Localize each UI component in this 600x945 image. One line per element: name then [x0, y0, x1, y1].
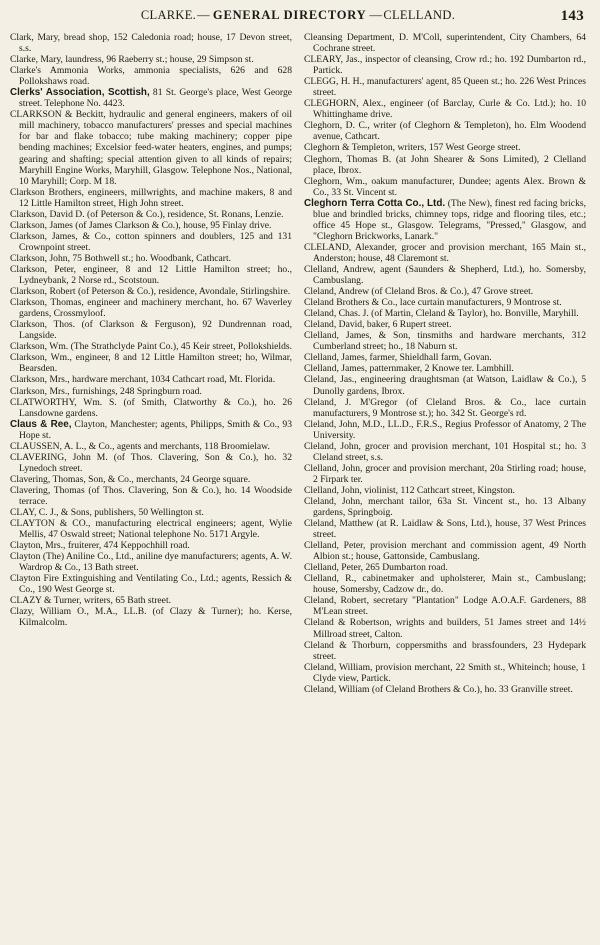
- page-number: 143: [560, 8, 584, 24]
- entry-text: CLAY, C. J., & Sons, publishers, 50 Wellington st.: [10, 507, 204, 519]
- entry-text: (The New), finest red facing bricks, blue and brindled bricks, chimney tops, ridge and flooring tiles, etc.; office 45 Hope st., Glasgow. Telegrams, "Pressed," Glasgow, and "Cleghorn Brickworks, Lanark.": [313, 197, 586, 242]
- header-rule-left: —: [197, 8, 210, 22]
- directory-entry: [10, 220, 292, 231]
- entry-text: Clelland, John, grocer and provision merchant, 20a Stirling road; house, 2 Firpark ter.: [304, 462, 586, 485]
- directory-entry: [10, 286, 292, 297]
- entry-text: Cleghorn, Thomas B. (at John Shearer & Sons Limited), 2 Clelland place, Ibrox.: [304, 153, 586, 176]
- directory-entry: [304, 540, 586, 562]
- directory-entry: [304, 330, 586, 352]
- directory-entry: [304, 363, 586, 374]
- entry-text: Clelland, James, & Son, tinsmiths and hardware merchants, 312 Cumberland street; ho., 18 Naburn st.: [304, 330, 586, 353]
- directory-entry: [304, 397, 586, 419]
- entry-text: CLELAND, Alexander, grocer and provision merchant, 165 Main st., Anderston; house, 48 Claremont st.: [304, 241, 586, 264]
- directory-entry: [10, 253, 292, 264]
- entry-text: Cleghorn, D. C., writer (of Cleghorn & Templeton), ho. Elm Woodend avenue, Cathcart.: [304, 120, 586, 143]
- entry-text: CLARKSON & Beckitt, hydraulic and general engineers, makers of oil mill machinery, tobacco manufacturers' presses and special machines for bar and flake tobacco; tube making machinery; copper pipe bending machines; Excelsior feed-water heaters, engines, and pumps; gearing and shafting; special attention given to all kinds of repairs; Maryhill Engine Works, Maryhill, Glasgow. Telephone Nos., National, 10 Maryhill; Corp. M 18.: [10, 109, 292, 187]
- entry-text: Clarkson, David D. (of Peterson & Co.), residence, St. Ronans, Lenzie.: [10, 208, 284, 220]
- entry-text: Cleland Brothers & Co., lace curtain manufacturers, 9 Montrose st.: [304, 297, 562, 309]
- directory-entry: [304, 518, 586, 540]
- entry-text: Clavering, Thomas, Son, & Co., merchants, 24 George square.: [10, 473, 251, 485]
- directory-entry: [10, 209, 292, 220]
- directory-entry: [10, 386, 292, 397]
- directory-entry: [10, 87, 292, 109]
- directory-entry: [10, 65, 292, 87]
- entry-text: Cleland, Chas. J. (of Martin, Cleland & Taylor), ho. Bonville, Maryhill.: [304, 308, 579, 320]
- entry-text: Cleland, Jas., engineering draughtsman (at Watson, Laidlaw & Co.), 5 Dunolly gardens, Ibrox.: [304, 374, 586, 397]
- directory-entry: [304, 242, 586, 264]
- directory-entry: [10, 54, 292, 65]
- directory-entry: [10, 573, 292, 595]
- entry-text: Clark, Mary, bread shop, 152 Caledonia road; house, 17 Devon street, s.s.: [10, 32, 292, 55]
- directory-entry: [10, 474, 292, 485]
- directory-entry: [10, 32, 292, 54]
- running-header: [10, 8, 586, 30]
- header-right: CLELLAND.: [383, 8, 456, 22]
- entry-name-bold: Clerks' Association, Scottish,: [10, 87, 150, 99]
- directory-entry: [304, 76, 586, 98]
- directory-entry: [10, 419, 292, 441]
- directory-entry: [304, 120, 586, 142]
- entry-text: Clarkson, Thos. (of Clarkson & Ferguson), 92 Dundrennan road, Langside.: [10, 319, 292, 342]
- entry-text: Cleland & Robertson, wrights and builders, 51 James street and 14½ Millroad street, Calton.: [304, 617, 586, 640]
- directory-entry: [10, 551, 292, 573]
- directory-entry: [304, 176, 586, 198]
- directory-entry: [304, 297, 586, 308]
- entry-text: Cleland, John, grocer and provision merchant, 101 Hospital st.; ho. 3 Cleland street, s.s.: [304, 440, 586, 463]
- entry-text: Clelland, James, farmer, Shieldhall farm, Govan.: [304, 352, 492, 364]
- directory-entry: [304, 98, 586, 120]
- directory-entry: [304, 374, 586, 396]
- entry-text: Clayton, Manchester; agents, Philipps, Smith & Co., 93 Hope st.: [19, 418, 292, 441]
- entry-text: Clarkson, Mrs., furnishings, 248 Springburn road.: [10, 385, 202, 397]
- directory-entry: [304, 640, 586, 662]
- entry-text: CLEARY, Jas., inspector of cleansing, Crow rd.; ho. 192 Dumbarton rd., Partick.: [304, 54, 586, 77]
- directory-entry: [10, 397, 292, 419]
- directory-entry: [10, 319, 292, 341]
- directory-entry: [304, 142, 586, 153]
- directory-entry: [10, 374, 292, 385]
- directory-entry: [304, 573, 586, 595]
- entry-text: Clarkson, Peter, engineer, 8 and 12 Little Hamilton street; ho., Lydneybank, 2 Norse rd., Scotstoun.: [10, 263, 292, 287]
- directory-entry: [10, 264, 292, 286]
- directory-entry: [10, 452, 292, 474]
- entry-text: Cleland, John, merchant tailor, 63a St. Vincent st., ho. 13 Albany gardens, Springboig.: [304, 495, 586, 519]
- entry-text: Cleghorn, Wm., oakum manufacturer, Dundee; agents Alex. Brown & Co., 33 St. Vincent st.: [304, 175, 586, 198]
- entry-text: Clarkson, Wm., engineer, 8 and 12 Little Hamilton street; ho, Wilmar, Bearsden.: [10, 352, 292, 375]
- entry-text: Cleland, David, baker, 6 Rupert street.: [304, 319, 452, 331]
- entry-text: Cleland, William, provision merchant, 22 Smith st., Whiteinch; house, 1 Clyde view, Partick.: [304, 661, 586, 684]
- entry-text: Clelland, Peter, 265 Dumbarton road.: [304, 562, 448, 574]
- directory-entry: [10, 341, 292, 352]
- entry-text: Clelland, John, violinist, 112 Cathcart street, Kingston.: [304, 484, 515, 496]
- directory-entry: [304, 441, 586, 463]
- entry-text: Clavering, Thomas (of Thos. Clavering, Son & Co.), ho. 14 Woodside terrace.: [10, 484, 292, 507]
- entry-text: Clarkson, Thomas, engineer and machinery merchant, ho. 67 Waverley gardens, Crossmyloof.: [10, 297, 292, 320]
- directory-entry: [304, 617, 586, 639]
- header-rule-right: —: [369, 8, 383, 22]
- entry-text: Cleland, Andrew (of Cleland Bros. & Co.), 47 Grove street.: [304, 286, 534, 298]
- directory-entry: [10, 109, 292, 186]
- directory-entry: [304, 308, 586, 319]
- left-column: [10, 32, 292, 695]
- columns: [10, 32, 586, 695]
- directory-entry: [304, 154, 586, 176]
- directory-entry: [304, 485, 586, 496]
- entry-text: CLAUSSEN, A. L., & Co., agents and merchants, 118 Broomielaw.: [10, 440, 270, 452]
- entry-text: Cleland, John, M.D., LL.D., F.R.S., Regius Professor of Anatomy, 2 The University.: [304, 418, 586, 441]
- entry-text: Cleghorn & Templeton, writers, 157 West George street.: [304, 142, 521, 154]
- entry-text: Cleland, Robert, secretary "Plantation" Lodge A.O.A.F. Gardeners, 88 M'Lean street.: [304, 595, 586, 618]
- entry-text: 81 St. George's place, West George street. Telephone No. 4423.: [19, 87, 292, 110]
- directory-entry: [304, 352, 586, 363]
- directory-entry: [10, 352, 292, 374]
- entry-text: Clarkson, Robert (of Peterson & Co.), residence, Avondale, Stirlingshire.: [10, 286, 291, 298]
- directory-entry: [10, 595, 292, 606]
- directory-entry: [304, 562, 586, 573]
- directory-entry: [304, 286, 586, 297]
- directory-entry: [304, 54, 586, 76]
- directory-entry: [10, 297, 292, 319]
- entry-text: CLAYTON & CO., manufacturing electrical engineers; agent, Wylie Mellis, 47 Oswald street; National telephone No. 5171 Argyle.: [10, 518, 292, 541]
- directory-entry: [10, 485, 292, 507]
- directory-entry: [304, 463, 586, 485]
- entry-text: CLAVERING, John M. (of Thos. Clavering, Son & Co.), ho. 32 Lynedoch street.: [10, 451, 292, 474]
- directory-entry: [304, 662, 586, 684]
- right-column: [304, 32, 586, 695]
- entry-text: Clarkson, James, & Co., cotton spinners and doublers, 125 and 131 Crownpoint street.: [10, 230, 292, 253]
- directory-entry: [10, 606, 292, 628]
- directory-entry: [10, 507, 292, 518]
- directory-entry: [10, 441, 292, 452]
- entry-text: Clarkson, Mrs., hardware merchant, 1034 Cathcart road, Mt. Florida.: [10, 374, 276, 386]
- header-title: GENERAL DIRECTORY: [212, 8, 367, 22]
- directory-entry: [304, 32, 586, 54]
- entry-text: Clelland, James, patternmaker, 2 Knowe ter. Lambhill.: [304, 363, 514, 375]
- entry-text: Cleansing Department, D. M'Coll, superintendent, City Chambers, 64 Cochrane street.: [304, 32, 586, 55]
- entry-text: Cleland & Thorburn, coppersmiths and brassfounders, 23 Hydepark street.: [304, 639, 586, 662]
- entry-text: Clelland, Peter, provision merchant and commission agent, 49 North Albion st.; house, Gattonside, Cambuslang.: [304, 540, 586, 563]
- entry-text: Clayton Fire Extinguishing and Ventilating Co., Ltd.; agents, Ressich & Co., 190 West George st.: [10, 573, 292, 596]
- entry-text: Clarkson Brothers, engineers, millwrights, and machine makers, 8 and 12 Little Hamilton street, High John street.: [10, 186, 292, 209]
- entry-text: Clayton, Mrs., fruiterer, 474 Keppochhill road.: [10, 540, 190, 552]
- directory-entry: [304, 264, 586, 286]
- directory-entry: [304, 198, 586, 242]
- entry-text: Clazy, William O., M.A., LL.B. (of Clazy & Turner); ho. Kerse, Kilmalcolm.: [10, 606, 292, 629]
- entry-text: CLATWORTHY, Wm. S. (of Smith, Clatworthy & Co.), ho. 26 Lansdowne gardens.: [10, 396, 292, 419]
- entry-text: Clarkson, James (of James Clarkson & Co.), house, 95 Finlay drive.: [10, 219, 272, 231]
- entry-text: Clarke, Mary, laundress, 96 Raeberry st.; house, 29 Simpson st.: [10, 54, 254, 66]
- entry-name-bold: Claus & Ree,: [10, 418, 72, 430]
- directory-entry: [10, 187, 292, 209]
- directory-entry: [304, 419, 586, 441]
- entry-text: Clelland, Andrew, agent (Saunders & Shepherd, Ltd.), ho. Somersby, Cambuslang.: [304, 263, 586, 287]
- entry-text: Clelland, R., cabinetmaker and upholsterer, Main st., Cambuslang; house, Somersby, Cadzow dr., do.: [304, 573, 586, 596]
- entry-text: Clarkson, John, 75 Bothwell st.; ho. Woodbank, Cathcart.: [10, 252, 232, 264]
- entry-text: Clayton (The) Aniline Co., Ltd., aniline dye manufacturers; agents, A. W. Wardrop & Co., 13 Bath street.: [10, 551, 292, 574]
- entry-text: CLEGG, H. H., manufacturers' agent, 85 Queen st.; ho. 226 West Princes street.: [304, 76, 586, 99]
- directory-entry: [304, 319, 586, 330]
- entry-text: Cleland, Matthew (at R. Laidlaw & Sons, Ltd.), house, 37 West Princes street.: [304, 518, 586, 541]
- entry-text: Cleland, J. M'Gregor (of Cleland Bros. & Co., lace curtain manufacturers, 9 Montrose st.); ho. 342 St. George's rd.: [304, 396, 586, 419]
- entry-text: Clarkson, Wm. (The Strathclyde Paint Co.), 45 Keir street, Pollokshields.: [10, 341, 292, 353]
- entry-text: Clarke's Ammonia Works, ammonia specialists, 626 and 628 Pollokshaws road.: [10, 65, 292, 88]
- entry-text: CLEGHORN, Alex., engineer (of Barclay, Curle & Co. Ltd.); ho. 10 Whittinghame drive.: [304, 98, 586, 121]
- directory-entry: [10, 518, 292, 540]
- directory-entry: [10, 231, 292, 253]
- directory-entry: [304, 595, 586, 617]
- directory-entry: [10, 540, 292, 551]
- header-left: CLARKE.: [140, 8, 197, 22]
- entry-text: CLAZY & Turner, writers, 65 Bath street.: [10, 595, 172, 607]
- entry-name-bold: Cleghorn Terra Cotta Co., Ltd.: [304, 197, 446, 209]
- directory-entry: [304, 684, 586, 695]
- directory-entry: [304, 496, 586, 518]
- entry-text: Cleland, William (of Cleland Brothers & Co.), ho. 33 Granville street.: [304, 683, 573, 695]
